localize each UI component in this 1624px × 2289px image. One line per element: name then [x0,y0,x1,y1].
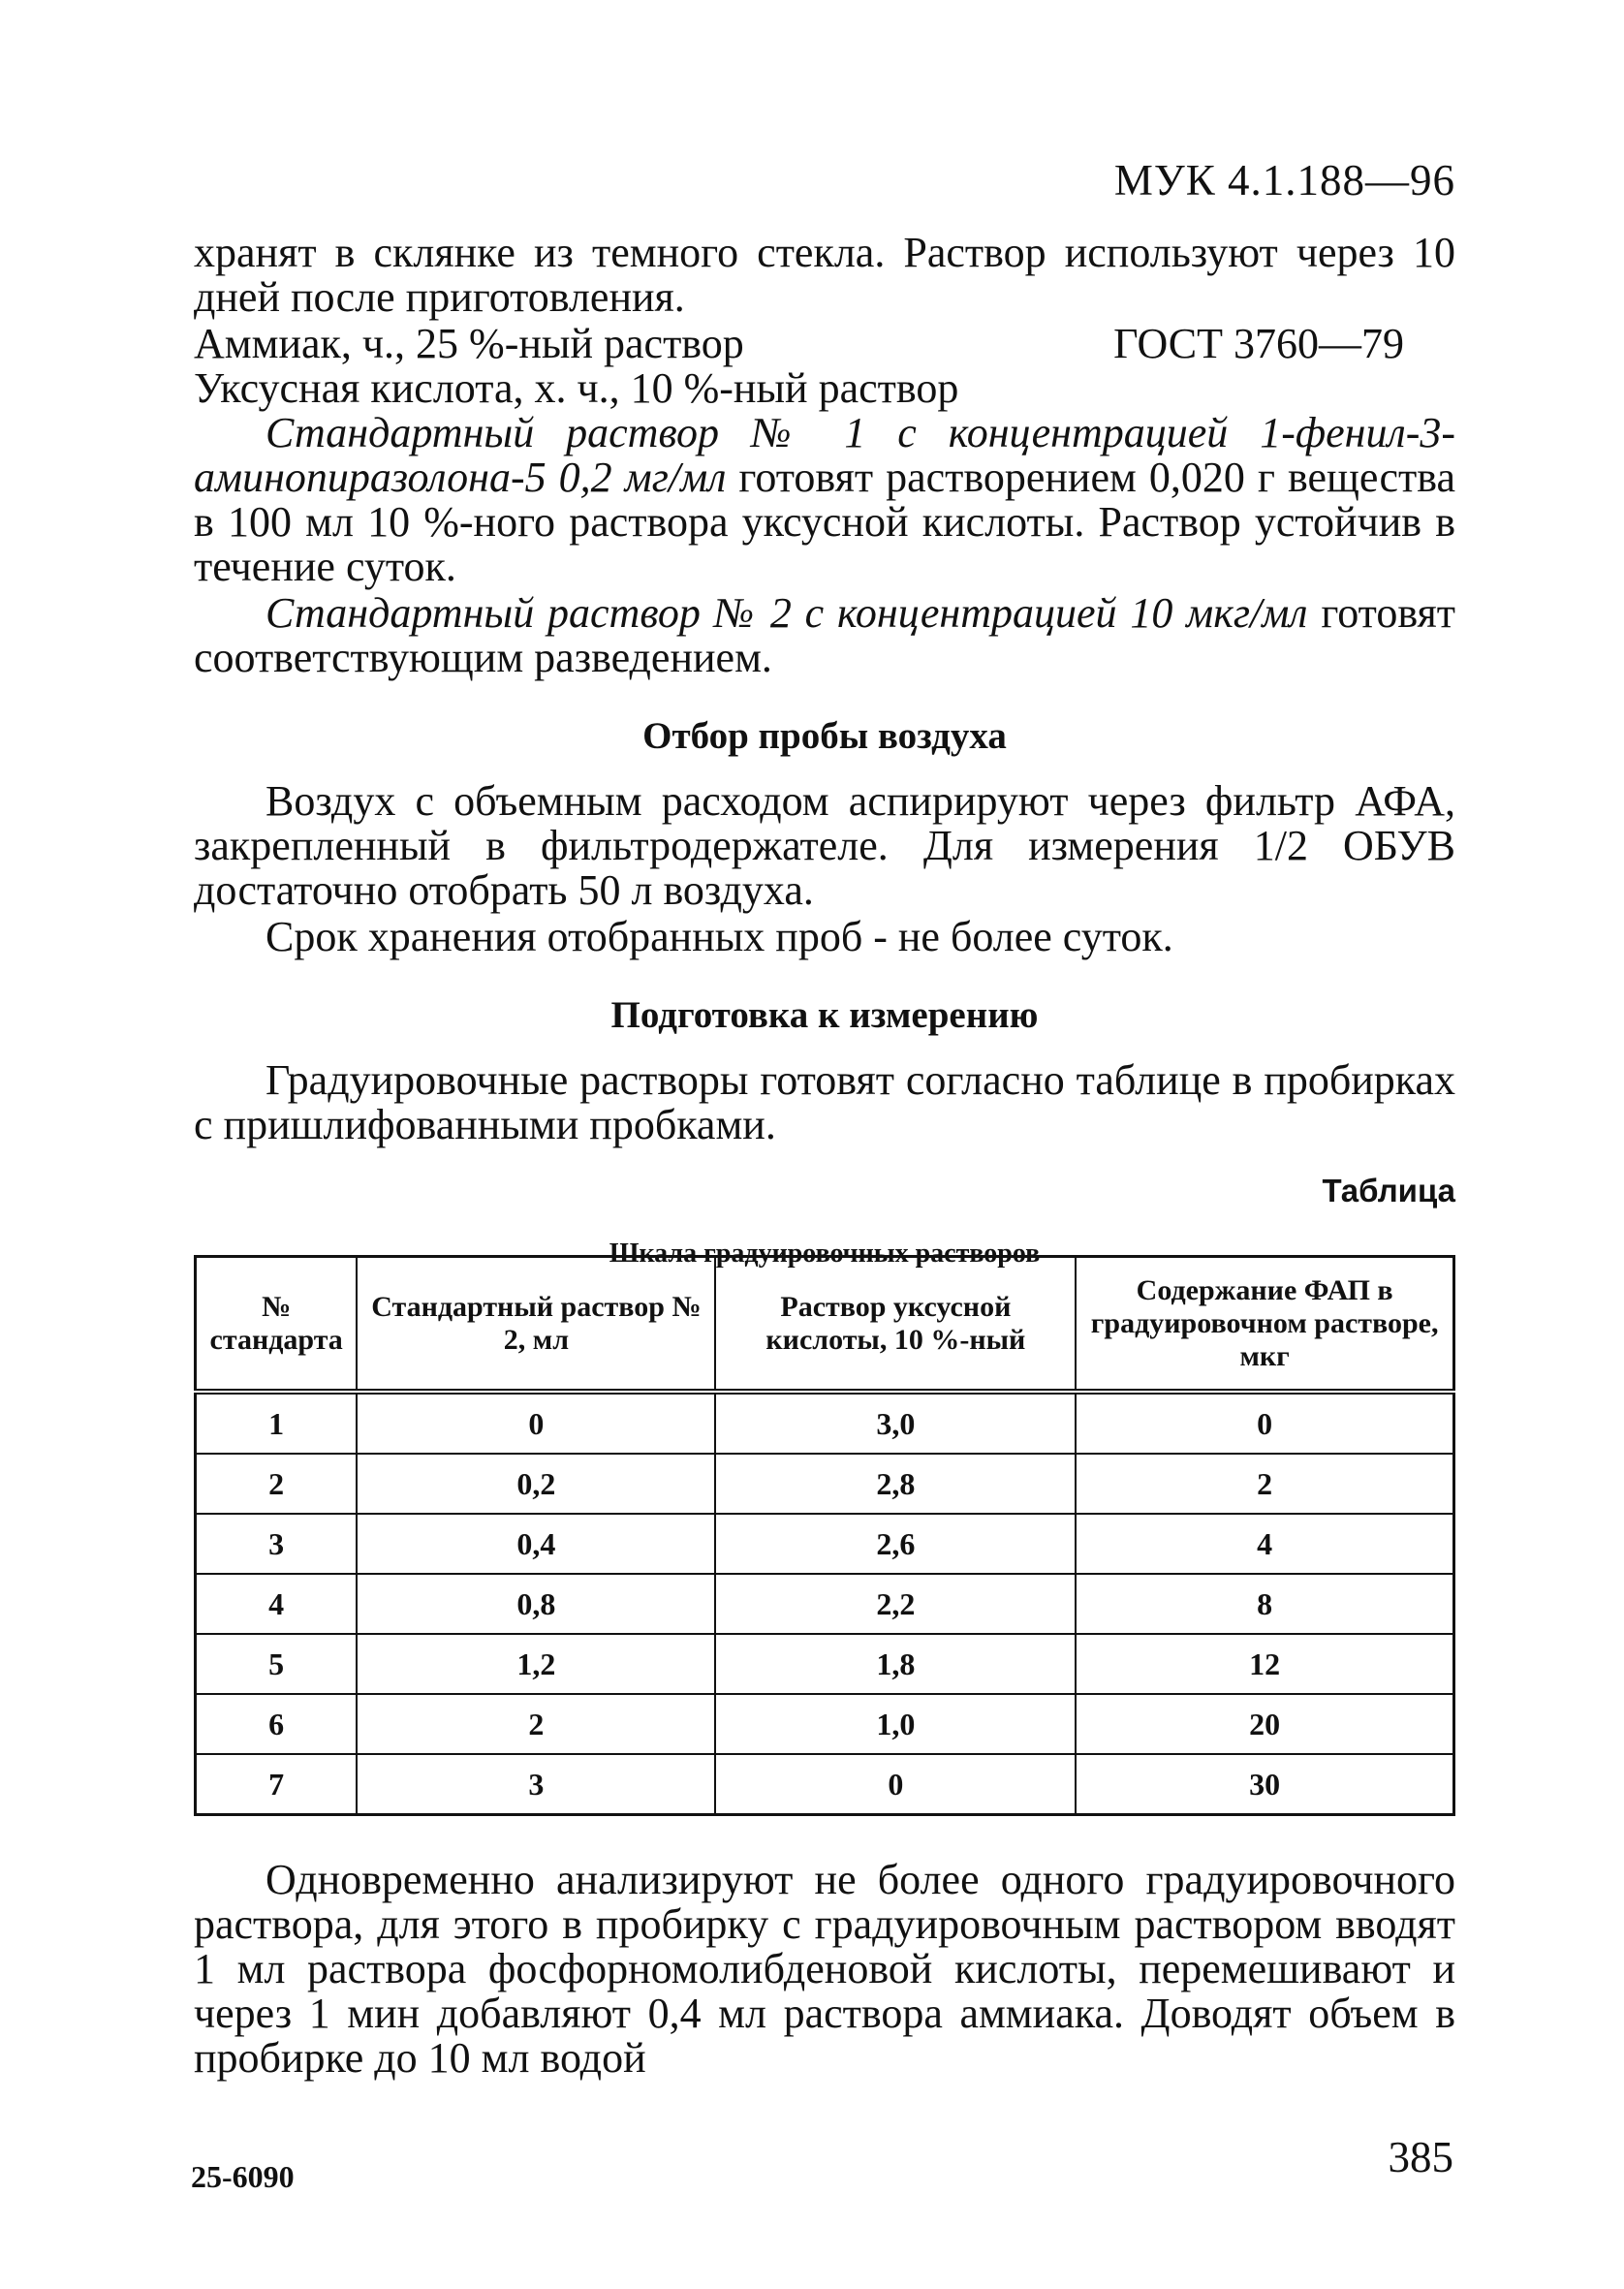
table-cell: 3 [357,1754,715,1815]
document-code: МУК 4.1.188—96 [1113,156,1455,204]
section-title-sampling: Отбор пробы воздуха [642,715,1007,757]
standard-1-name: Стандартный раствор № 1 с концентрацией 1-фенил-3-аминопиразолона-5 0,2 мг/мл [194,409,1455,501]
table-cell: 4 [196,1574,358,1634]
table-cell: 2 [357,1694,715,1754]
table-cell: 1,0 [715,1694,1076,1754]
reagent-ammonia [194,322,1455,366]
column-header-fap-content: Содержание ФАП в градуировочном растворе, мкг [1076,1257,1453,1393]
section-title-preparation: Подготовка к измерению [610,994,1039,1036]
table-cell: 20 [1076,1694,1453,1754]
standard-2-name: Стандартный раствор № 2 с концентрацией 10 мкг/мл [265,589,1308,637]
table-cell: 1,8 [715,1634,1076,1694]
table-cell: 8 [1076,1574,1453,1634]
table-cell: 2,2 [715,1574,1076,1634]
table-row [196,1694,1454,1754]
table-cell: 2,8 [715,1454,1076,1514]
reagent-ammonia-name: Аммиак, ч., 25 %-ный раствор [194,320,744,367]
text-after-table [194,1858,1455,2083]
reagent-acetic-acid-name: Уксусная кислота, х. ч., 10 %-ный раствор [194,364,959,412]
print-signature: 25-6090 [191,2159,295,2194]
table-cell: 0,2 [357,1454,715,1514]
table-cell: 0,4 [357,1514,715,1574]
table-cell: 30 [1076,1754,1453,1815]
column-header-standard-number: № стандарта [196,1257,358,1393]
table-cell: 3 [196,1514,358,1574]
paragraph-storage-term: Срок хранения отобранных проб - не более суток. [265,913,1173,960]
paragraph-analysis: Одновременно анализируют не более одного градуировочного раствора, для этого в пробирку с градуировочным раствором вводят 1 мл раствора фосфорномолибденовой кислоты, перемешивают и через 1 мин добавляют 0,4 мл раствора аммиака. Доводят объем в пробирке до 10 мл водой [194,1856,1455,2082]
column-header-standard-solution: Стандартный раствор № 2, мл [357,1257,715,1393]
table-cell: 0 [1076,1392,1453,1454]
table-row [196,1392,1454,1454]
standard-1-text: готовят растворением 0,020 г вещества в 100 мл 10 %-ного раствора уксусной кислоты. Раствор устойчив в течение суток. [194,454,1455,590]
table-row [196,1634,1454,1694]
paragraph-standard-2 [194,591,1455,680]
paragraph-storage: хранят в склянке из темного стекла. Раствор используют через 10 дней после приготовления. [194,229,1455,321]
table-cell: 0 [357,1392,715,1454]
table-cell: 2,6 [715,1514,1076,1574]
table-cell: 3,0 [715,1392,1076,1454]
main-text [194,231,1455,1333]
table-cell: 6 [196,1694,358,1754]
table-cell: 5 [196,1634,358,1694]
page-number: 385 [1388,2133,1453,2181]
standard-2-text: готовят соответствующим разведением. [194,589,1455,681]
table-row [196,1574,1454,1634]
paragraph-preparation: Градуировочные растворы готовят согласно таблице в пробирках с пришлифованными пробками. [194,1056,1455,1148]
calibration-table [194,1255,1455,1816]
table-label: Таблица [1322,1173,1455,1208]
paragraph-standard-1 [194,411,1455,589]
table-cell: 2 [1076,1454,1453,1514]
column-header-acetic-acid: Раствор уксусной кислоты, 10 %-ный [715,1257,1076,1393]
reagent-ammonia-gost: ГОСТ 3760—79 [1113,320,1404,367]
table-cell: 2 [196,1454,358,1514]
table-header-row [196,1257,1454,1393]
table-row [196,1454,1454,1514]
table-row [196,1514,1454,1574]
reagent-acetic-acid [194,366,1455,411]
table-cell: 1 [196,1392,358,1454]
paragraph-sampling: Воздух с объемным расходом аспирируют через фильтр АФА, закрепленный в фильтродержателе. Для измерения 1/2 ОБУВ достаточно отобрать 50 л воздуха. [194,777,1455,914]
table-cell: 0,8 [357,1574,715,1634]
table-title: Шкала градуировочных растворов [609,1239,1041,1269]
table-row [196,1754,1454,1815]
table-cell: 12 [1076,1634,1453,1694]
table-cell: 4 [1076,1514,1453,1574]
table-cell: 0 [715,1754,1076,1815]
table-cell: 1,2 [357,1634,715,1694]
table-cell: 7 [196,1754,358,1815]
